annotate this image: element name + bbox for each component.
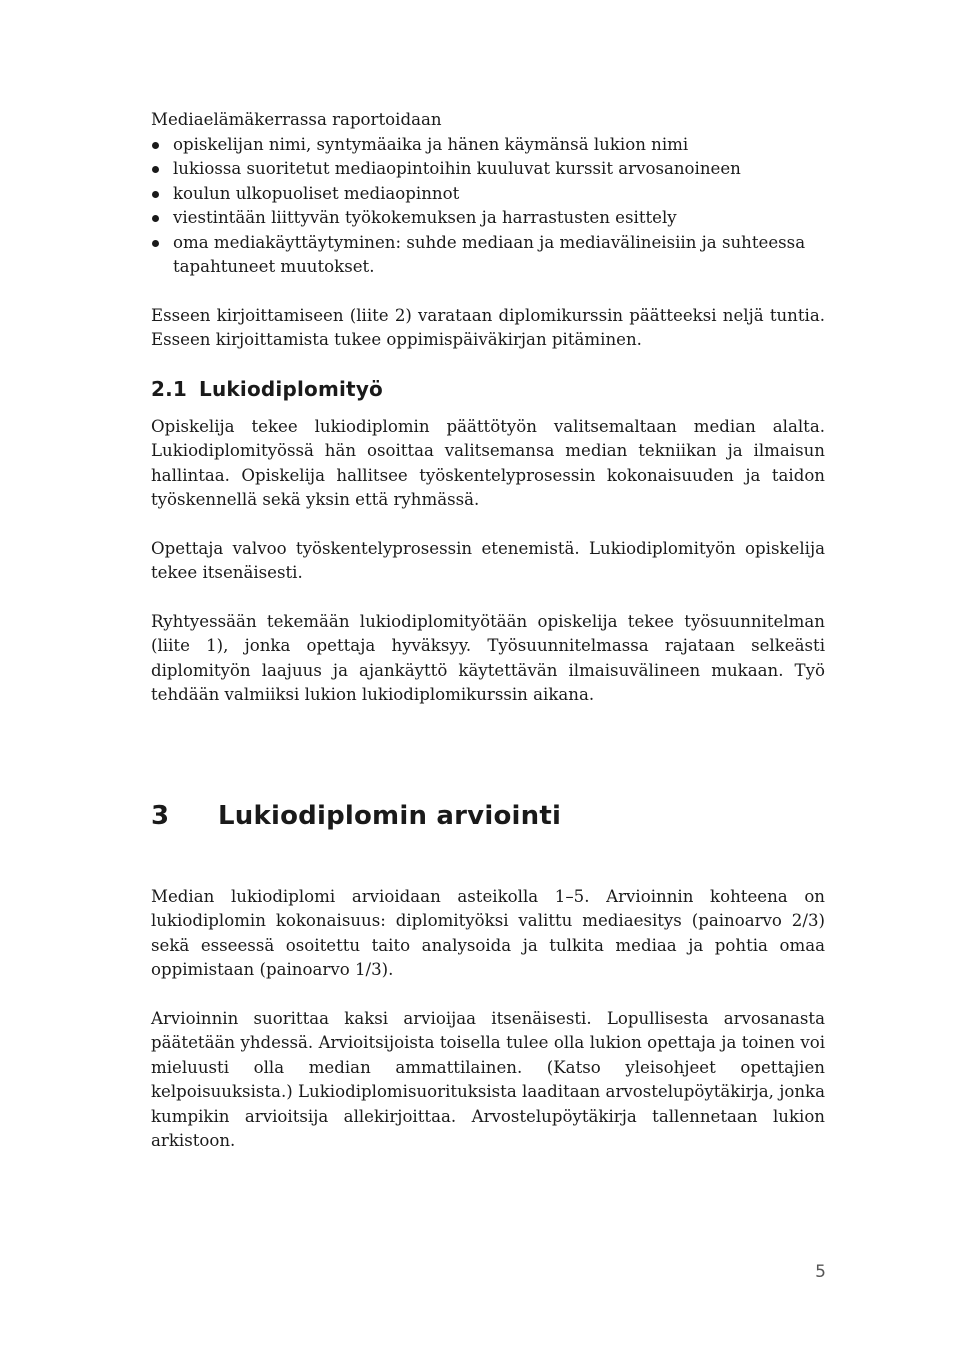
bullet-dot-icon: [152, 166, 159, 173]
section-2-1-paragraph: Opettaja valvoo työskentelyprosessin etenemistä. Lukiodiplomityön opiskelija tekee itsenäisesti.: [151, 538, 825, 582]
bullet-item: [151, 157, 825, 182]
bullet-dot-icon: [152, 215, 159, 222]
section-heading-3: [151, 798, 825, 834]
bullet-text: koulun ulkopuoliset mediaopinnot: [173, 183, 460, 203]
bullet-dot-icon: [152, 142, 159, 149]
section-title: Lukiodiplomityö: [199, 376, 383, 401]
section-2-1-paragraph: Opiskelija tekee lukiodiplomin päättötyön valitsemaltaan median alalta. Lukiodiplomityössä hän osoittaa valitsemansa median tekniikan ja ilmaisun hallintaa. Opiskelija hallitsee työskentelyprosessin kokonaisuuden ja taidon työskennellä sekä yksin että ryhmässä.: [151, 416, 825, 509]
intro-title: Mediaelämäkerrassa raportoidaan: [151, 110, 442, 129]
page-number: 5: [815, 1262, 826, 1282]
section-heading-2-1: [151, 375, 825, 403]
intro-bullet-list: [151, 133, 825, 280]
bullet-text: viestintään liittyvän työkokemuksen ja harrastusten esittely: [173, 208, 677, 227]
section-3-paragraph: Arvioinnin suorittaa kaksi arvioijaa itsenäisesti. Lopullisesta arvosanasta päätetään yhdessä. Arvioitsijoista toisella tulee olla lukion opettaja ja toinen voi mieluusti olla median ammattilainen. (Katso yleisohjeet opettajien kelpoisuuksista.) Lukiodiplomisuorituksista laaditaan arvostelupöytäkirja, jonka kumpikin arvioitsija allekirjoittaa. Arvostelupöytäkirja tallennetaan lukion arkistoon.: [151, 1008, 825, 1150]
section-number: 2.1: [151, 376, 188, 401]
page-content: [151, 108, 825, 1154]
section-2-1-paragraph: Ryhtyessään tekemään lukiodiplomityötään opiskelija tekee työsuunnitelman (liite 1), jonka opettaja hyväksyy. Työsuunnitelmassa rajataan selkeästi diplomityön laajuus ja ajankäyttö käytettävän ilmaisuvälineen mukaan. Työ tehdään valmiiksi lukion lukiodiplomikurssin aikana.: [151, 611, 825, 704]
bullet-item: [151, 231, 825, 280]
bullet-text: opiskelijan nimi, syntymäaika ja hänen käymänsä lukion nimi: [173, 134, 689, 154]
bullet-text: oma mediakäyttäytyminen: suhde mediaan ja mediavälineisiin ja suhteessa tapahtuneet muutokset.: [173, 232, 806, 276]
bullet-dot-icon: [152, 191, 159, 198]
bullet-item: [151, 206, 825, 231]
section-3-paragraph: Median lukiodiplomi arvioidaan asteikolla 1–5. Arvioinnin kohteena on lukiodiplomin kokonaisuus: diplomityöksi valittu mediaesitys (painoarvo 2/3) sekä esseessä osoitettu taito analysoida ja tulkita mediaa ja pohtia omaa oppimistaan (painoarvo 1/3).: [151, 886, 825, 979]
chapter-title: Lukiodiplomin arviointi: [218, 800, 562, 831]
bullet-text: lukiossa suoritetut mediaopintoihin kuuluvat kurssit arvosanoineen: [173, 159, 741, 178]
bullet-item: [151, 133, 825, 158]
bullet-dot-icon: [152, 240, 159, 247]
essay-paragraph: Esseen kirjoittamiseen (liite 2) varataan diplomikurssin päätteeksi neljä tuntia. Esseen kirjoittamista tukee oppimispäiväkirjan pitäminen.: [151, 305, 825, 349]
bullet-item: [151, 182, 825, 207]
chapter-number: 3: [151, 800, 170, 831]
